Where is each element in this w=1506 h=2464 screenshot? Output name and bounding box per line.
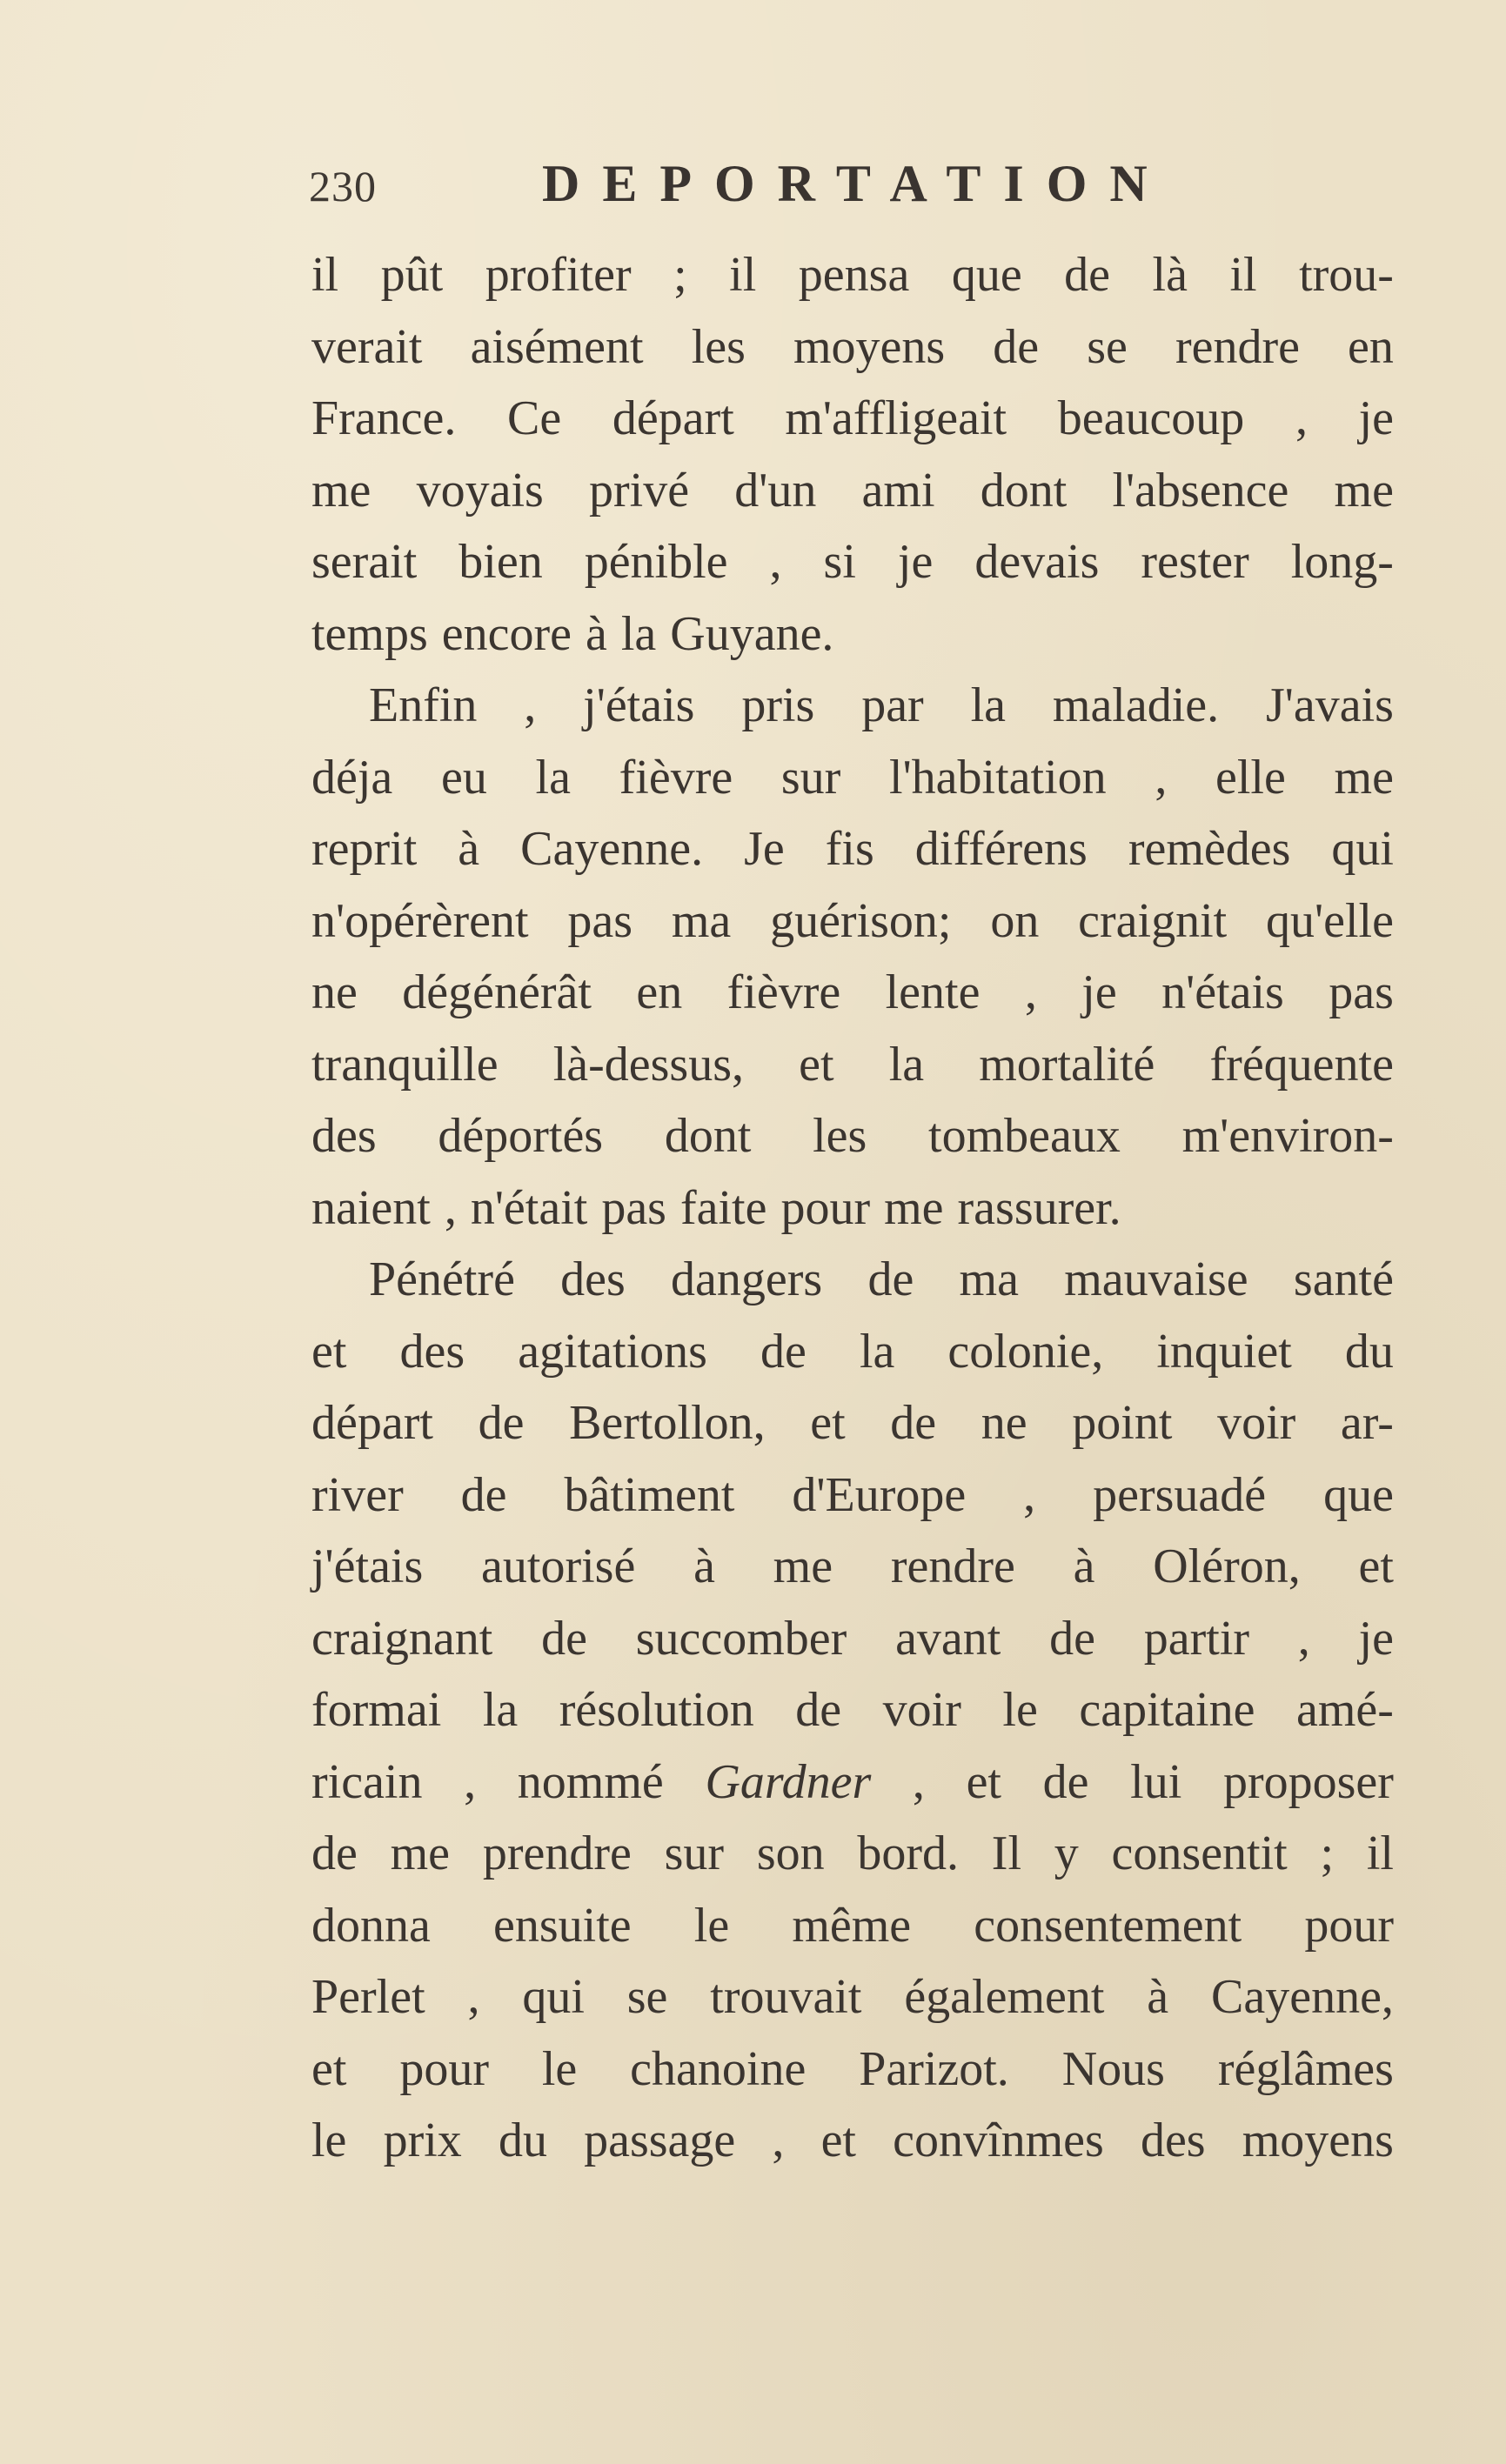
word: river bbox=[311, 1467, 404, 1522]
word: et bbox=[820, 2113, 856, 2167]
word: différens bbox=[914, 822, 1088, 876]
word: mauvaise bbox=[1064, 1252, 1248, 1306]
text-line bbox=[311, 598, 1394, 671]
word: j'étais bbox=[583, 678, 695, 732]
word: et bbox=[1358, 1539, 1394, 1593]
word: dont bbox=[980, 463, 1068, 518]
word: ; bbox=[673, 248, 687, 302]
word: moyens bbox=[1242, 2113, 1394, 2167]
word: pénible bbox=[584, 535, 728, 589]
word: m'environ- bbox=[1181, 1109, 1394, 1163]
word: de bbox=[993, 319, 1040, 374]
page-number: 230 bbox=[309, 162, 377, 210]
word: point bbox=[1072, 1396, 1173, 1450]
word: Je bbox=[744, 822, 785, 876]
word: résolution bbox=[559, 1683, 754, 1737]
word: Pénétré bbox=[369, 1252, 515, 1306]
word: pas bbox=[1329, 965, 1394, 1019]
word: le bbox=[311, 2113, 347, 2167]
word: serait bbox=[311, 535, 418, 589]
word: Bertollon, bbox=[569, 1396, 766, 1450]
word: voir bbox=[882, 1683, 961, 1737]
text-line bbox=[311, 885, 1394, 958]
word: mortalité bbox=[979, 1037, 1155, 1092]
word: y bbox=[1054, 1826, 1079, 1880]
word: pût bbox=[380, 248, 444, 302]
word: de bbox=[1064, 248, 1111, 302]
word: , bbox=[524, 678, 537, 732]
word: Parizot. bbox=[859, 2041, 1009, 2096]
word: rassurer. bbox=[957, 1180, 1121, 1235]
text-line bbox=[311, 1459, 1394, 1532]
word: la bbox=[888, 1037, 925, 1092]
word: d'un bbox=[734, 463, 817, 518]
word: se bbox=[626, 1970, 668, 2024]
word: et bbox=[966, 1754, 1001, 1809]
word: faite bbox=[679, 1180, 767, 1235]
text-line bbox=[311, 957, 1394, 1029]
word: il bbox=[1366, 1826, 1394, 1880]
word: agitations bbox=[518, 1324, 707, 1379]
word: capitaine bbox=[1079, 1683, 1255, 1737]
word: là bbox=[1152, 248, 1188, 302]
text-line bbox=[311, 670, 1394, 742]
word: ensuite bbox=[493, 1898, 632, 1953]
text-line bbox=[311, 239, 1394, 311]
word: consentit bbox=[1111, 1826, 1288, 1880]
word: qui bbox=[522, 1970, 585, 2024]
text-line bbox=[311, 1029, 1394, 1101]
word: dégénérât bbox=[402, 965, 592, 1019]
word: proposer bbox=[1222, 1754, 1394, 1809]
word: elle bbox=[1215, 750, 1286, 805]
word: fréquente bbox=[1209, 1037, 1394, 1092]
word: pour bbox=[399, 2041, 489, 2096]
word: même bbox=[792, 1898, 912, 1953]
word: colonie, bbox=[947, 1324, 1104, 1379]
word: , bbox=[467, 1970, 480, 2024]
word: guérison; bbox=[770, 893, 952, 948]
word: qui bbox=[1331, 822, 1394, 876]
word: ne bbox=[981, 1396, 1027, 1450]
word: départ bbox=[311, 1396, 433, 1450]
word: déja bbox=[311, 750, 393, 805]
word: profiter bbox=[485, 248, 632, 302]
text-line bbox=[311, 1531, 1394, 1603]
word: reprit bbox=[311, 822, 418, 876]
word: de bbox=[1042, 1754, 1089, 1809]
word: Oléron, bbox=[1153, 1539, 1301, 1593]
word: sur bbox=[780, 750, 841, 805]
word: tombeaux bbox=[928, 1109, 1121, 1163]
word: partir bbox=[1143, 1611, 1250, 1666]
word: bien bbox=[458, 535, 543, 589]
word: trou- bbox=[1299, 248, 1394, 302]
word: à bbox=[585, 606, 607, 661]
word: le bbox=[1002, 1683, 1038, 1737]
word: maladie. bbox=[1052, 678, 1220, 732]
word: des bbox=[560, 1252, 626, 1306]
text-line bbox=[311, 742, 1394, 814]
text-line bbox=[311, 1674, 1394, 1746]
word: , bbox=[769, 535, 782, 589]
word: je bbox=[1358, 391, 1394, 445]
word: là-dessus, bbox=[552, 1037, 745, 1092]
word: convînmes bbox=[893, 2113, 1104, 2167]
text-line bbox=[311, 1316, 1394, 1388]
word: , bbox=[444, 1180, 457, 1235]
text-line bbox=[311, 2105, 1394, 2177]
text-line bbox=[311, 1387, 1394, 1459]
word: passage bbox=[584, 2113, 736, 2167]
word: pour bbox=[780, 1180, 871, 1235]
word: que bbox=[951, 248, 1022, 302]
word: je bbox=[897, 535, 934, 589]
word: du bbox=[498, 2113, 547, 2167]
word: à bbox=[1147, 1970, 1169, 2024]
word: moyens bbox=[793, 319, 946, 374]
word: se bbox=[1087, 319, 1128, 374]
word: voir bbox=[1217, 1396, 1296, 1450]
text-line bbox=[311, 1172, 1394, 1245]
word: n'étais bbox=[1161, 965, 1284, 1019]
word: , bbox=[1155, 750, 1168, 805]
word: de bbox=[795, 1683, 842, 1737]
word: , bbox=[772, 2113, 785, 2167]
word: en bbox=[1348, 319, 1394, 374]
word: les bbox=[691, 319, 746, 374]
word: la bbox=[620, 606, 657, 661]
word: n'opérèrent bbox=[311, 893, 529, 948]
word: et bbox=[311, 2041, 347, 2096]
text-line bbox=[311, 1244, 1394, 1316]
word: craignit bbox=[1078, 893, 1228, 948]
running-title: DEPORTATION bbox=[542, 155, 1170, 212]
word: rester bbox=[1141, 535, 1249, 589]
word: persuadé bbox=[1093, 1467, 1267, 1522]
word: et bbox=[799, 1037, 834, 1092]
page-header bbox=[309, 144, 1392, 239]
word: me bbox=[390, 1826, 451, 1880]
word: l'absence bbox=[1112, 463, 1289, 518]
word: chanoine bbox=[630, 2041, 807, 2096]
word: avant bbox=[895, 1611, 1001, 1666]
word: fièvre bbox=[619, 750, 733, 805]
word: bord. bbox=[857, 1826, 960, 1880]
text-line bbox=[311, 813, 1394, 885]
word: Gardner bbox=[705, 1754, 872, 1809]
text-line bbox=[311, 1603, 1394, 1675]
word: long- bbox=[1290, 535, 1394, 589]
word: eu bbox=[440, 750, 487, 805]
word: privé bbox=[589, 463, 690, 518]
word: départ bbox=[612, 391, 734, 445]
word: de bbox=[460, 1467, 507, 1522]
word: ; bbox=[1320, 1826, 1335, 1880]
word: me bbox=[311, 463, 371, 518]
word: les bbox=[813, 1109, 867, 1163]
word: J'avais bbox=[1266, 678, 1394, 732]
word: , bbox=[1023, 1467, 1036, 1522]
word: formai bbox=[311, 1683, 442, 1737]
word: et bbox=[311, 1324, 347, 1379]
word: ma bbox=[959, 1252, 1019, 1306]
word: on bbox=[990, 893, 1040, 948]
word: me bbox=[884, 1180, 944, 1235]
word: déportés bbox=[438, 1109, 604, 1163]
word: de bbox=[867, 1252, 914, 1306]
word: prendre bbox=[482, 1826, 632, 1880]
word: m'affligeait bbox=[785, 391, 1007, 445]
word: voyais bbox=[416, 463, 544, 518]
word: la bbox=[482, 1683, 519, 1737]
word: j'étais bbox=[311, 1539, 424, 1593]
word: il bbox=[311, 248, 339, 302]
word: Guyane. bbox=[670, 606, 834, 661]
word: sur bbox=[664, 1826, 725, 1880]
word: la bbox=[859, 1324, 895, 1379]
word: la bbox=[535, 750, 571, 805]
word: ma bbox=[671, 893, 732, 948]
word: réglâmes bbox=[1217, 2041, 1394, 2096]
word: fièvre bbox=[726, 965, 841, 1019]
word: des bbox=[399, 1324, 465, 1379]
word: me bbox=[1334, 750, 1394, 805]
text-line bbox=[311, 1818, 1394, 1890]
text-line bbox=[311, 311, 1394, 384]
word: rendre bbox=[1175, 319, 1300, 374]
word: Perlet bbox=[311, 1970, 425, 2024]
word: verait bbox=[311, 319, 423, 374]
text-line bbox=[311, 1961, 1394, 2033]
word: encore bbox=[441, 606, 572, 661]
word: , bbox=[464, 1754, 477, 1809]
text-line bbox=[311, 2033, 1394, 2106]
word: je bbox=[1081, 965, 1117, 1019]
word: lui bbox=[1130, 1754, 1182, 1809]
word: Enfin bbox=[369, 678, 478, 732]
word: également bbox=[904, 1970, 1105, 2024]
word: en bbox=[636, 965, 683, 1019]
word: Il bbox=[991, 1826, 1022, 1880]
word: remèdes bbox=[1128, 822, 1291, 876]
word: si bbox=[823, 535, 856, 589]
word: pour bbox=[1304, 1898, 1394, 1953]
word: pas bbox=[567, 893, 633, 948]
word: le bbox=[693, 1898, 730, 1953]
word: de bbox=[890, 1396, 937, 1450]
word: fis bbox=[825, 822, 874, 876]
word: ami bbox=[861, 463, 935, 518]
word: Ce bbox=[506, 391, 562, 445]
word: la bbox=[970, 678, 1007, 732]
word: autorisé bbox=[481, 1539, 636, 1593]
word: et bbox=[810, 1396, 846, 1450]
word: me bbox=[773, 1539, 833, 1593]
word: temps bbox=[311, 606, 428, 661]
word: Nous bbox=[1061, 2041, 1165, 2096]
word: il bbox=[1229, 248, 1257, 302]
text-line bbox=[311, 526, 1394, 598]
word: dangers bbox=[671, 1252, 823, 1306]
word: Cayenne, bbox=[1211, 1970, 1394, 2024]
text-line bbox=[311, 383, 1394, 455]
word: santé bbox=[1293, 1252, 1394, 1306]
word: de bbox=[311, 1826, 358, 1880]
word: je bbox=[1358, 1611, 1394, 1666]
text-line bbox=[311, 455, 1394, 527]
word: qu'elle bbox=[1266, 893, 1394, 948]
word: à bbox=[458, 822, 480, 876]
body-text bbox=[311, 239, 1394, 2177]
word: son bbox=[756, 1826, 825, 1880]
word: craignant bbox=[311, 1611, 493, 1666]
word: France. bbox=[311, 391, 457, 445]
word: de bbox=[760, 1324, 807, 1379]
word: rendre bbox=[890, 1539, 1015, 1593]
word: pensa bbox=[798, 248, 910, 302]
word: des bbox=[1140, 2113, 1206, 2167]
text-line bbox=[311, 1746, 1394, 1819]
word: à bbox=[1073, 1539, 1095, 1593]
text-line bbox=[311, 1890, 1394, 1962]
text-line bbox=[311, 1100, 1394, 1172]
word: à bbox=[693, 1539, 715, 1593]
word: succomber bbox=[635, 1611, 847, 1666]
word: prix bbox=[383, 2113, 462, 2167]
word: trouvait bbox=[710, 1970, 862, 2024]
word: nommé bbox=[517, 1754, 664, 1809]
word: de bbox=[1049, 1611, 1095, 1666]
word: inquiet bbox=[1156, 1324, 1292, 1379]
word: , bbox=[1024, 965, 1037, 1019]
word: devais bbox=[974, 535, 1100, 589]
word: dont bbox=[664, 1109, 752, 1163]
word: d'Europe bbox=[792, 1467, 967, 1522]
word: bâtiment bbox=[564, 1467, 735, 1522]
word: amé- bbox=[1296, 1683, 1394, 1737]
word: de bbox=[478, 1396, 525, 1450]
word: , bbox=[1297, 1611, 1310, 1666]
word: ne bbox=[311, 965, 358, 1019]
word: beaucoup bbox=[1057, 391, 1245, 445]
word: naient bbox=[311, 1180, 431, 1235]
word: ar- bbox=[1340, 1396, 1394, 1450]
word: des bbox=[311, 1109, 377, 1163]
word: Cayenne. bbox=[520, 822, 704, 876]
word: pas bbox=[601, 1180, 666, 1235]
word: de bbox=[541, 1611, 587, 1666]
word: le bbox=[541, 2041, 578, 2096]
word: l'habitation bbox=[889, 750, 1107, 805]
word: aisément bbox=[470, 319, 644, 374]
word: il bbox=[729, 248, 757, 302]
word: n'était bbox=[470, 1180, 588, 1235]
word: lente bbox=[885, 965, 981, 1019]
word: , bbox=[912, 1754, 925, 1809]
word: par bbox=[861, 678, 924, 732]
word: tranquille bbox=[311, 1037, 499, 1092]
word: , bbox=[1295, 391, 1308, 445]
word: consentement bbox=[974, 1898, 1242, 1953]
word: que bbox=[1323, 1467, 1394, 1522]
word: donna bbox=[311, 1898, 431, 1953]
word: du bbox=[1344, 1324, 1394, 1379]
word: ricain bbox=[311, 1754, 423, 1809]
word: pris bbox=[741, 678, 815, 732]
word: me bbox=[1334, 463, 1394, 518]
